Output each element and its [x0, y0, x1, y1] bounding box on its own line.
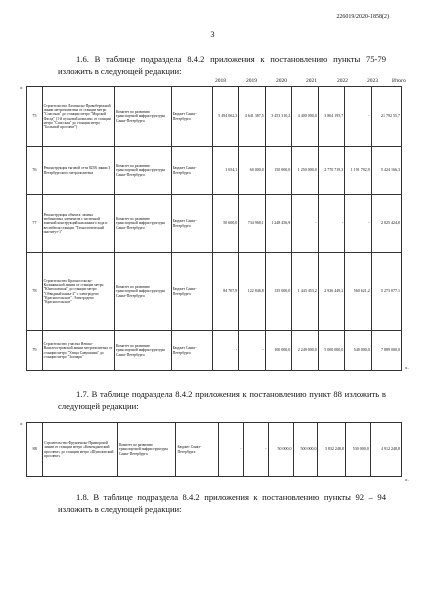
cell-year-value: 2 249 000,0: [292, 331, 319, 371]
cell-year-value: -: [345, 195, 372, 253]
cell-source: Бюджет Санкт-Петербурга: [171, 253, 212, 331]
cell-year-value: 1 250 000,0: [292, 147, 319, 195]
cell-year-value: 50 600,0: [212, 195, 239, 253]
cell-year-value: 5 000 000,0: [318, 331, 345, 371]
cell-number: 76: [27, 147, 43, 195]
year-header: 2023: [367, 78, 378, 84]
cell-year-value: 530 000,0: [345, 423, 370, 477]
cell-year-value: 135 000,0: [265, 253, 292, 331]
cell-source: Бюджет Санкт-Петербурга: [171, 195, 212, 253]
table-row: [27, 195, 402, 253]
section-1-6: 1.6. В таблице подраздела 8.4.2 приложения к постановлению пункты 75-79 изложить в следующей редакции:: [58, 54, 386, 76]
table-row: [27, 331, 402, 371]
cell-year-value: 2 926 449,2: [318, 253, 345, 331]
cell-year-value: 100 000,0: [265, 331, 292, 371]
cell-year-value: 1 248 456,9: [265, 195, 292, 253]
page-number: 3: [210, 30, 215, 39]
cell-executor: Комитет по развитию транспортной инфраструктуры Санкт-Петербурга: [115, 147, 172, 195]
cell-year-value: 3 453 310,2: [265, 87, 292, 147]
cell-total: 2 025 424,0: [371, 195, 401, 253]
cell-year-value: 3 832 248,8: [318, 423, 345, 477]
cell-name: Реконструкция объекта: замена тюбинговых элементов с частичной заменой конструкций наклонного хода и вестибюля станции "Технологический институт-1": [42, 195, 114, 253]
cell-year-value: 734 968,1: [239, 195, 266, 253]
cell-number: 77: [27, 195, 43, 253]
cell-year-value: 50 000,0: [268, 423, 293, 477]
cell-year-value: 1 443 453,2: [292, 253, 319, 331]
cell-source: Бюджет Санкт-Петербурга: [171, 87, 212, 147]
table-row: [27, 423, 402, 477]
cell-year-value: 2 770 719,3: [318, 147, 345, 195]
quote-close-mark-2: ».: [405, 478, 409, 483]
table-row: [27, 253, 402, 331]
cell-year-value: 500 000,0: [293, 423, 318, 477]
cell-total: 21 792 55,7: [371, 87, 401, 147]
cell-year-value: -: [212, 331, 239, 371]
cell-name: Строительство Лахтинско-Правобережной линии метрополитена от станции метро "Спасская" до станции метро "Морской Фасад" (1-й пусковой комплекс от станции метро "Спасская" до станции метро "Большой проспект"): [42, 87, 114, 147]
cell-number: 75: [27, 87, 43, 147]
cell-executor: Комитет по развитию транспортной инфраструктуры Санкт-Петербурга: [117, 423, 176, 477]
cell-year-value: 4 400 000,0: [292, 87, 319, 147]
cell-number: 79: [27, 331, 43, 371]
document-number: 226019/2020-1858(2): [336, 14, 389, 20]
quote-close-mark: ».: [405, 366, 409, 371]
cell-year-value: 150 000,0: [265, 147, 292, 195]
cell-year-value: 60 000,0: [239, 147, 266, 195]
section-1-7: 1.7. В таблице подраздела 8.4.2 приложения к постановлению пункт 88 изложить в следующей редакции:: [58, 389, 386, 411]
cell-name: Строительство Красносельско-Калининской линии от станции метро "Юнтоловская" до станции метро "Обводный канал-2" с электродепо "Красносельское". Электродепо "Красносельское": [42, 253, 114, 331]
year-header: Итого: [392, 78, 406, 84]
cell-number: 88: [27, 423, 43, 477]
cell-year-value: 540 000,0: [345, 331, 372, 371]
cell-source: Бюджет Санкт-Петербурга: [171, 147, 212, 195]
cell-year-value: 560 621,2: [345, 253, 372, 331]
section-1-8: 1.8. В таблице подраздела 8.4.2 приложения к постановлению пункты 92 – 94 изложить в следующей редакции:: [58, 492, 386, 514]
year-header: 2018: [215, 78, 226, 84]
year-header: 2019: [246, 78, 257, 84]
table-row: [27, 147, 402, 195]
cell-year-value: -: [218, 423, 243, 477]
cell-source: Бюджет Санкт-Петербурга: [171, 331, 212, 371]
cell-executor: Комитет по развитию транспортной инфраструктуры Санкт-Петербурга: [115, 195, 172, 253]
table-item-88: [26, 422, 402, 477]
cell-executor: Комитет по развитию транспортной инфраструктуры Санкт-Петербурга: [115, 253, 172, 331]
cell-name: Строительство участка Невско-Василеостровской линии метрополитена от станции метро "Улица Савушкина" до станции метро "Зоопарк": [42, 331, 114, 371]
cell-name: Реконструкция тяговой сети 825В линии 3 Петербургского метрополитена: [42, 147, 114, 195]
cell-year-value: 1 654,1: [212, 147, 239, 195]
cell-year-value: 122 846,8: [239, 253, 266, 331]
cell-year-value: 1 191 792,9: [345, 147, 372, 195]
cell-year-value: -: [239, 331, 266, 371]
cell-year-value: -: [345, 87, 372, 147]
cell-year-value: -: [318, 195, 345, 253]
table-row: [27, 87, 402, 147]
cell-executor: Комитет по развитию транспортной инфраструктуры Санкт-Петербурга: [115, 331, 172, 371]
table-items-75-79: [26, 86, 402, 371]
cell-total: 7 889 000,0: [371, 331, 401, 371]
cell-year-value: 5 494 062,3: [212, 87, 239, 147]
cell-total: 5 424 166,3: [371, 147, 401, 195]
cell-total: 5 273 077,1: [371, 253, 401, 331]
year-header: 2022: [337, 78, 348, 84]
cell-number: 78: [27, 253, 43, 331]
cell-year-value: 4 641 387,5: [239, 87, 266, 147]
cell-year-value: 3 804 195,7: [318, 87, 345, 147]
cell-year-value: -: [243, 423, 268, 477]
cell-name: Строительство Фрунзенско-Приморской линии от станции метро «Комендантский проспект» до станции метро «Шуваловский проспект»: [43, 423, 118, 477]
quote-open-mark-2: «: [20, 422, 23, 427]
year-header: 2020: [276, 78, 287, 84]
cell-total: 4 912 248,8: [370, 423, 401, 477]
cell-year-value: -: [292, 195, 319, 253]
cell-year-value: 84 707,9: [212, 253, 239, 331]
quote-open-mark: «: [20, 86, 23, 91]
cell-executor: Комитет по развитию транспортной инфраструктуры Санкт-Петербурга: [115, 87, 172, 147]
cell-source: Бюджет Санкт-Петербурга: [176, 423, 218, 477]
year-header: 2021: [306, 78, 317, 84]
